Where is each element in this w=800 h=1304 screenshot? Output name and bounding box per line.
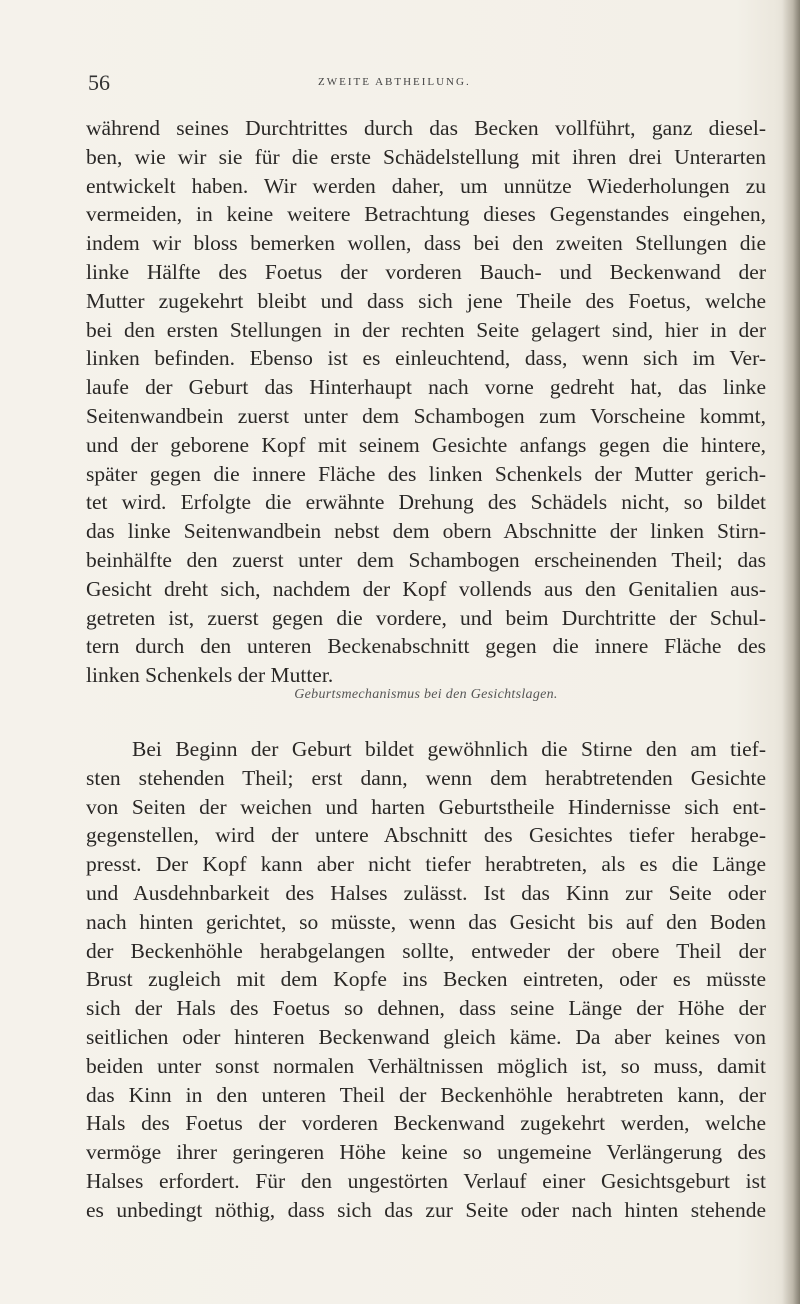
text-line: laufe der Geburt das Hinterhaupt nach vorne gedreht hat, das linke xyxy=(86,375,766,400)
text-line: Gesicht dreht sich, nachdem der Kopf vollends aus den Genitalien aus- xyxy=(86,576,766,601)
text-line: später gegen die innere Fläche des linken Schenkels der Mutter gerich- xyxy=(86,461,766,486)
text-line: Brust zugleich mit dem Kopfe ins Becken eintreten, oder es müsste xyxy=(86,967,766,992)
text-line: beiden unter sonst normalen Verhältnissen möglich ist, so muss, damit xyxy=(86,1053,766,1078)
text-line: indem wir bloss bemerken wollen, dass bei den zweiten Stellungen die xyxy=(86,231,766,256)
text-line: von Seiten der weichen und harten Geburtstheile Hindernisse sich ent- xyxy=(86,794,766,819)
running-head: ZWEITE ABTHEILUNG. xyxy=(318,76,471,88)
text-line: Mutter zugekehrt bleibt und dass sich jene Theile des Foetus, welche xyxy=(86,288,766,313)
text-line: linken Schenkels der Mutter. xyxy=(86,663,334,688)
page-header xyxy=(88,70,766,98)
text-line: nach hinten gerichtet, so müsste, wenn das Gesicht bis auf den Boden xyxy=(86,909,766,934)
text-line: getreten ist, zuerst gegen die vordere, und beim Durchtritte der Schul- xyxy=(86,605,766,630)
text-line: das linke Seitenwandbein nebst dem obern Abschnitte der linken Stirn- xyxy=(86,519,766,544)
text-line: gegenstellen, wird der untere Abschnitt des Gesichtes tiefer herabge- xyxy=(86,823,766,848)
text-line: presst. Der Kopf kann aber nicht tiefer herabtreten, als es die Länge xyxy=(86,852,766,877)
text-line: und Ausdehnbarkeit des Halses zulässt. Ist das Kinn zur Seite oder xyxy=(86,880,766,905)
text-line: tern durch den unteren Beckenabschnitt gegen die innere Fläche des xyxy=(86,634,766,659)
text-line: der Beckenhöhle herabgelangen sollte, entweder der obere Theil der xyxy=(86,938,766,963)
text-line: Seitenwandbein zuerst unter dem Schambogen zum Vorscheine kommt, xyxy=(86,403,766,428)
text-line: entwickelt haben. Wir werden daher, um unnütze Wiederholungen zu xyxy=(86,173,766,198)
text-line: beinhälfte den zuerst unter dem Schambogen erscheinenden Theil; das xyxy=(86,547,766,572)
text-line: Halses erfordert. Für den ungestörten Verlauf einer Gesichtsgeburt ist xyxy=(86,1168,766,1193)
text-line: linken befinden. Ebenso ist es einleuchtend, dass, wenn sich im Ver- xyxy=(86,346,766,371)
text-line: tet wird. Erfolgte die erwähnte Drehung des Schädels nicht, so bildet xyxy=(86,490,766,515)
text-line: Hals des Foetus der vorderen Beckenwand zugekehrt werden, welche xyxy=(86,1111,766,1136)
paragraph-1 xyxy=(86,114,766,690)
text-line: linke Hälfte des Foetus der vorderen Bauch- und Beckenwand der xyxy=(86,259,766,284)
text-line: während seines Durchtrittes durch das Becken vollführt, ganz diesel- xyxy=(86,116,766,140)
text-line: und der geborene Kopf mit seinem Gesichte anfangs gegen die hintere, xyxy=(86,432,766,457)
text-line: vermeiden, in keine weitere Betrachtung dieses Gegenstandes eingehen, xyxy=(86,202,766,227)
paragraph-2 xyxy=(86,735,766,1225)
text-line: seitlichen oder hinteren Beckenwand gleich käme. Da aber keines von xyxy=(86,1024,766,1049)
text-line: bei den ersten Stellungen in der rechten Seite gelagert sind, hier in der xyxy=(86,317,766,342)
text-line: sich der Hals des Foetus so dehnen, dass seine Länge der Höhe der xyxy=(86,996,766,1021)
text-line: vermöge ihrer geringeren Höhe keine so ungemeine Verlängerung des xyxy=(86,1140,766,1165)
spine-shadow xyxy=(782,0,800,1304)
page-number: 56 xyxy=(88,70,110,95)
text-line: Bei Beginn der Geburt bildet gewöhnlich die Stirne den am tief- xyxy=(132,737,766,761)
text-line: das Kinn in den unteren Theil der Beckenhöhle herabtreten kann, der xyxy=(86,1082,766,1107)
text-line: sten stehenden Theil; erst dann, wenn dem herabtretenden Gesichte xyxy=(86,765,766,790)
section-heading: Geburtsmechanismus bei den Gesichtslagen. xyxy=(294,687,558,702)
text-line: es unbedingt nöthig, dass sich das zur Seite oder nach hinten stehende xyxy=(86,1197,766,1222)
text-line: ben, wie wir sie für die erste Schädelstellung mit ihren drei Unterarten xyxy=(86,144,766,169)
